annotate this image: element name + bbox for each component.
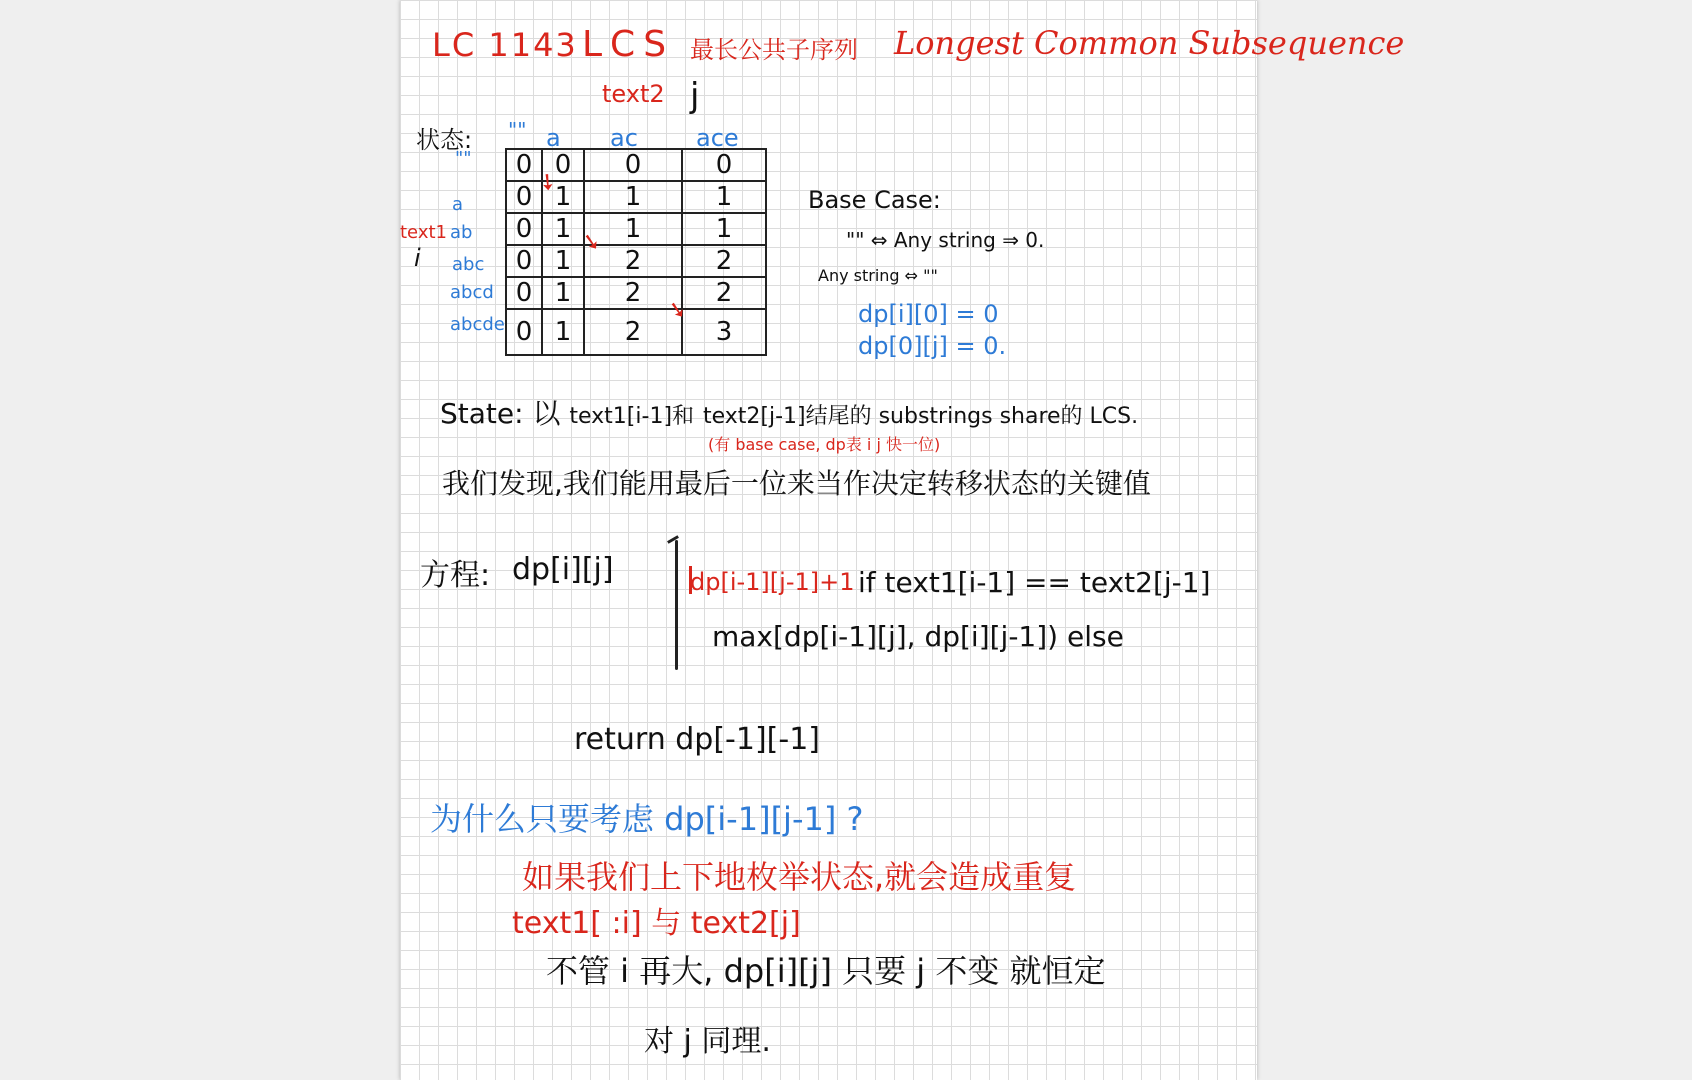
dp-cell: 1	[584, 181, 682, 213]
dp-cell: 1	[682, 213, 766, 245]
equation-case1-cond: if text1[i-1] == text2[j-1]	[858, 566, 1211, 599]
diagonal-arrow-icon: ➘	[665, 296, 689, 325]
col-header-empty: ""	[508, 118, 527, 142]
col-header-ace: ace	[696, 124, 739, 152]
dp-row	[506, 213, 766, 245]
dp-cell: 1	[542, 309, 584, 355]
why-question: 为什么只要考虑 dp[i-1][j-1] ?	[430, 800, 864, 838]
dp-cell: 0	[506, 149, 542, 181]
row-header-empty: ""	[455, 148, 472, 169]
state-text1: text1[i-1]	[569, 404, 673, 429]
dp-cell: 0	[506, 213, 542, 245]
equation-brace	[675, 540, 678, 670]
base-case-eq2: dp[0][j] = 0.	[858, 332, 1007, 360]
state-conj: 和	[672, 404, 695, 429]
base-case-line1: "" ⇔ Any string ⇒ 0.	[846, 228, 1045, 252]
return-line: return dp[-1][-1]	[574, 722, 820, 757]
col-header-a: a	[546, 124, 561, 152]
dp-cell: 1	[584, 213, 682, 245]
why-answer1: 如果我们上下地枚举状态,就会造成重复	[522, 858, 1077, 896]
equation-case2: max[dp[i-1][j], dp[i][j-1]) else	[712, 620, 1124, 653]
dp-cell: 1	[682, 181, 766, 213]
dp-cell: 2	[682, 277, 766, 309]
state-text2: text2[j-1]	[702, 404, 806, 429]
i-label: i	[414, 244, 421, 272]
why-answer3: 不管 i 再大, dp[i][j] 只要 j 不变 就恒定	[546, 952, 1106, 990]
col-header-ac: ac	[610, 124, 638, 152]
dp-cell: 0	[506, 277, 542, 309]
dp-cell: 1	[542, 245, 584, 277]
dp-cell: 2	[584, 309, 682, 355]
dp-cell: 0	[682, 149, 766, 181]
diagonal-arrow-icon: ➘	[579, 228, 603, 257]
dp-cell: 0	[584, 149, 682, 181]
diagonal-arrow-icon: ➘	[532, 166, 563, 199]
row-header-ab: ab	[450, 222, 473, 243]
dp-row	[506, 245, 766, 277]
base-case-eq1: dp[i][0] = 0	[858, 300, 999, 328]
state-label: State:	[440, 397, 524, 430]
dp-cell: 0	[506, 181, 542, 213]
dp-cell: 2	[584, 245, 682, 277]
base-case-line2: Any string ⇔ ""	[818, 266, 938, 285]
dp-cell: 0	[542, 149, 584, 181]
state-header-label: 状态:	[416, 126, 473, 154]
row-header-a: a	[452, 194, 464, 215]
equation-case1-expr: dp[i-1][j-1]+1	[690, 568, 855, 596]
state-suffix: 结尾的 substrings share的 LCS.	[805, 404, 1139, 429]
dp-cell: 0	[506, 309, 542, 355]
state-note: (有 base case, dp表 i j 快一位)	[708, 435, 941, 454]
dp-cell: 2	[682, 245, 766, 277]
dp-cell: 0	[506, 245, 542, 277]
dp-cell: 1	[542, 213, 584, 245]
row-header-abc: abc	[452, 254, 485, 275]
j-label: j	[690, 76, 700, 116]
equation-label: 方程:	[420, 558, 491, 593]
dp-cell: 1	[542, 181, 584, 213]
why-answer4: 对 j 同理.	[644, 1024, 771, 1059]
dp-cell: 2	[584, 277, 682, 309]
row-header-abcd: abcd	[450, 282, 494, 303]
state-line2: 我们发现,我们能用最后一位来当作决定转移状态的关键值	[442, 467, 1151, 500]
text2-label: text2	[602, 80, 665, 108]
base-case-heading: Base Case:	[808, 186, 941, 214]
why-answer2: text1[ :i] 与 text2[j]	[512, 906, 801, 941]
text1-label: text1	[400, 222, 447, 243]
title-english: Longest Common Subsequence	[894, 24, 1405, 62]
equation-lhs: dp[i][j]	[512, 552, 614, 587]
state-line	[440, 392, 1138, 432]
dp-cell: 1	[542, 277, 584, 309]
dp-cell: 3	[682, 309, 766, 355]
dp-row	[506, 309, 766, 355]
title-code: LC 1143	[432, 26, 578, 64]
dp-row	[506, 277, 766, 309]
row-header-abcde: abcde	[450, 314, 505, 335]
title-abbr: LCS	[582, 24, 675, 65]
state-prefix: 以	[532, 397, 561, 430]
title-chinese: 最长公共子序列	[690, 36, 858, 64]
